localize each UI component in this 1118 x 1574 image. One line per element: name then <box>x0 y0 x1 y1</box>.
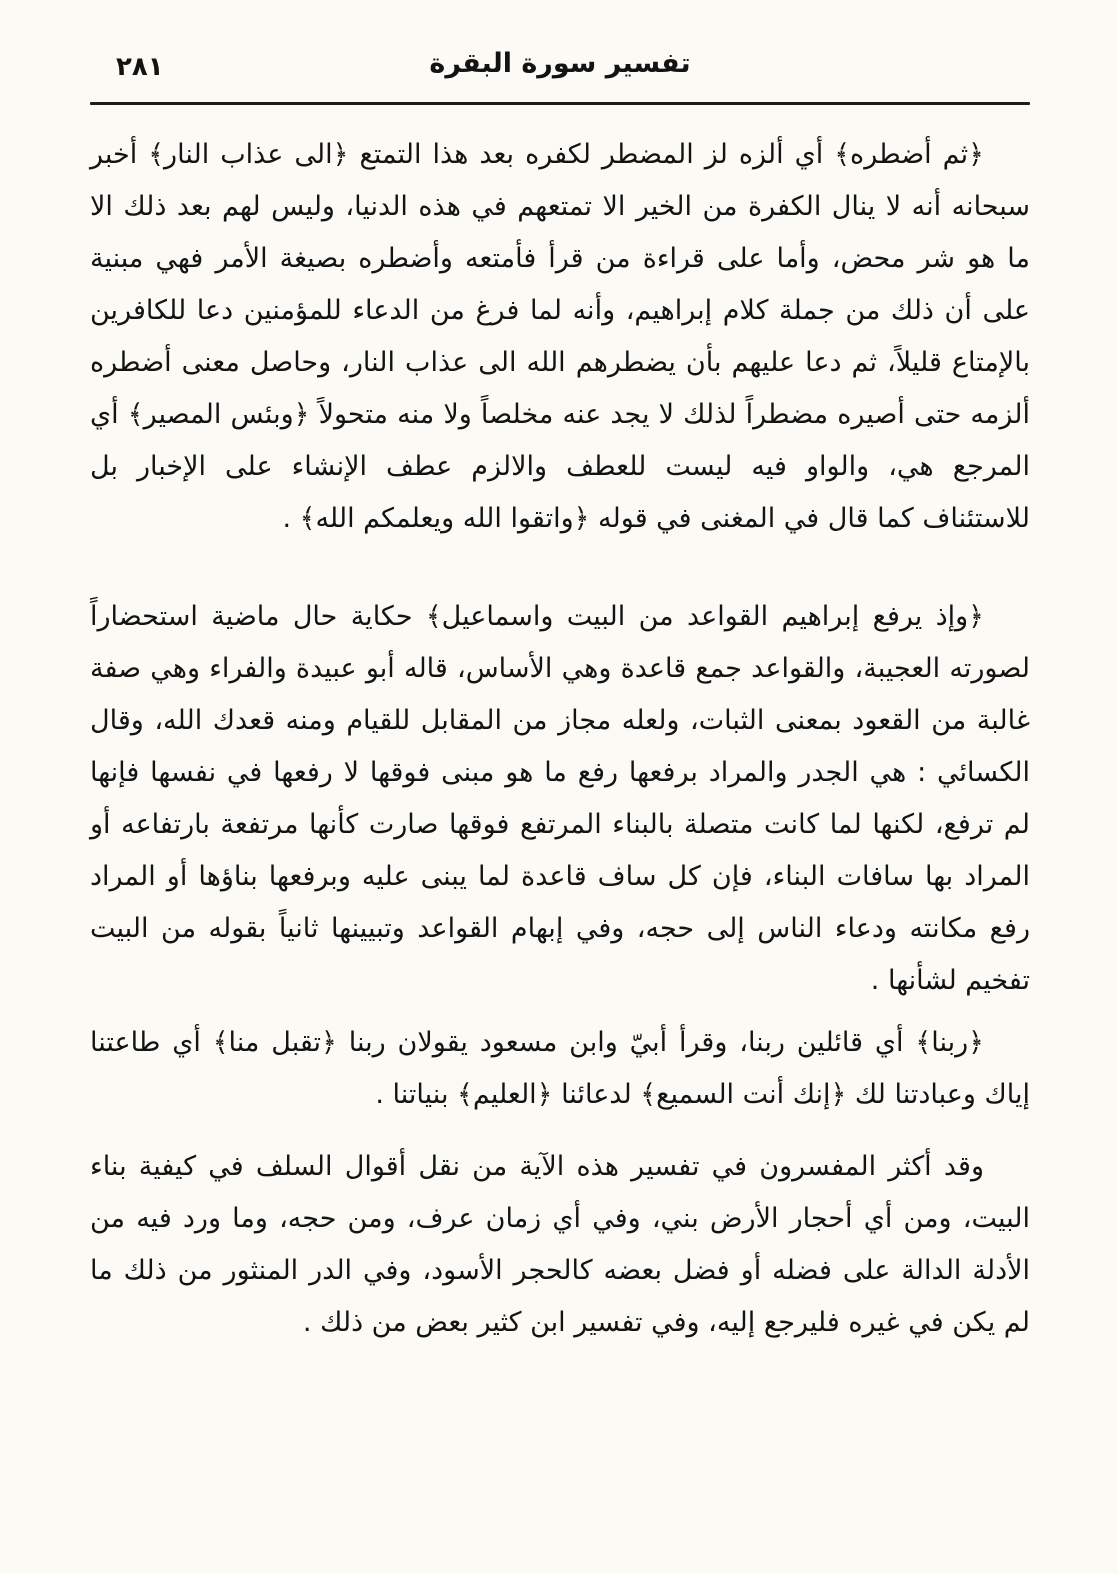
paragraph-tafsir-rabbana: ﴿ربنا﴾ أي قائلين ربنا، وقرأ أبيّ وابن مسعود يقولان ربنا ﴿تقبل منا﴾ أي طاعتنا إياك وعبادتنا لك ﴿إنك أنت السميع﴾ لدعائنا ﴿العليم﴾ بنياتنا . <box>90 1027 1030 1110</box>
paragraph-tafsir-thumma-adtarruhu: ﴿ثم أضطره﴾ أي ألزه لز المضطر لكفره بعد هذا التمتع ﴿الى عذاب النار﴾ أخبر سبحانه أنه لا ينال الكفرة من الخير الا تمتعهم في هذه الدنيا، وليس لهم بعد ذلك الا ما هو شر محض، وأما على قراءة من قرأ فأمتعه وأضطره بصيغة الأمر فهي مبنية على أن ذلك من جملة كلام إبراهيم، وأنه لما فرغ من الدعاء للمؤمنين دعا للكافرين بالإمتاع قليلاً، ثم دعا عليهم بأن يضطرهم الله الى عذاب النار، وحاصل معنى أضطره ألزمه حتى أصيره مضطراً لذلك لا يجد عنه مخلصاً ولا منه متحولاً ﴿وبئس المصير﴾ أي المرجع هي، والواو فيه ليست للعطف والالزم عطف الإنشاء على الإخبار بل للاستئناف كما قال في المغنى في قوله ﴿واتقوا الله ويعلمكم الله﴾ . <box>90 139 1030 534</box>
header-rule <box>90 102 1030 105</box>
page-header <box>90 48 1030 94</box>
paragraph-tafsir-aqwal-alsalaf: وقد أكثر المفسرون في تفسير هذه الآية من نقل أقوال السلف في كيفية بناء البيت، ومن أي أحجار الأرض بني، وفي أي زمان عرف، ومن حجه، وما ورد فيه من الأدلة الدالة على فضله أو فضل بعضه كالحجر الأسود، وفي الدر المنثور من ذلك ما لم يكن في غيره فليرجع إليه، وفي تفسير ابن كثير بعض من ذلك . <box>90 1151 1030 1338</box>
page-title: تفسير سورة البقرة <box>429 48 691 79</box>
page-body <box>90 129 1030 1349</box>
page-number: ٢٨١ <box>116 52 164 82</box>
paragraph-tafsir-wa-idh-yarfau: ﴿وإذ يرفع إبراهيم القواعد من البيت واسماعيل﴾ حكاية حال ماضية استحضاراً لصورته العجيبة، والقواعد جمع قاعدة وهي الأساس، قاله أبو عبيدة والفراء وهي صفة غالبة من القعود بمعنى الثبات، ولعله مجاز من المقابل للقيام ومنه قعدك الله، وقال الكسائي : هي الجدر والمراد برفعها رفع ما هو مبنى فوقها لا رفعها في نفسها فإنها لم ترفع، لكنها لما كانت متصلة بالبناء المرتفع فوقها صارت كأنها مرتفعة بارتفاعه أو المراد بها سافات البناء، فإن كل ساف قاعدة لما يبنى عليه وبرفعها بناؤها أو المراد رفع مكانته ودعاء الناس إلى حجه، وفي إبهام القواعد وتبيينها ثانياً بقوله من البيت تفخيم لشأنها . <box>90 601 1030 996</box>
